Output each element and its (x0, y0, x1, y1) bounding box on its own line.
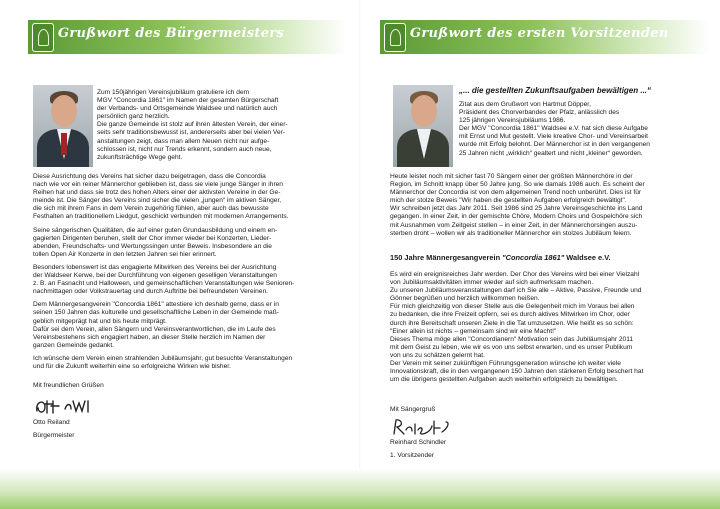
right-page (360, 0, 720, 509)
right-body-2-line: "Einer allein ist nichts – gemeinsam sind wir eine Macht!" (390, 327, 557, 335)
right-body-1-line: sterben droht – wollen wir als traditioneller Männerchor ein stolzes Jubiläum feiern. (390, 229, 632, 237)
left-body-line: z. B. an Fasnacht und Halloween, und gemeinschaftlichen Veranstaltungen wie Senioren- (33, 280, 295, 288)
right-intro-line: 125 jährigen Vereinsjubiläums 1986. (459, 117, 566, 125)
left-body-paragraph (33, 264, 338, 296)
left-title-banner (28, 20, 346, 54)
right-intro-line: 25 Jahren nicht „wirklich“ gealtert und nicht „kleiner“ geworden. (459, 149, 643, 157)
left-body-line: und für die Zukunft weiterhin eine so erfolgreiche Wirken wie bisher. (33, 362, 231, 370)
right-intro-line: Der MGV "Concordia 1861" Waldsee e.V. hat sich diese Aufgabe (459, 125, 648, 133)
chairman-photo (393, 85, 453, 167)
left-body-paragraph (33, 173, 338, 222)
right-body-2-line: Es wird ein ereignisreiches Jahr werden. Der Chor des Vereins wird bei einer Vielzahl (390, 271, 640, 278)
right-body-text-1 (390, 173, 708, 238)
right-body-1-line: mit Ausnahmen vom Zeitgeist stellen – in einer Zeit, in der Männerchorsingen auszu- (390, 221, 638, 229)
right-body-1-line: Region, im Schnitt knapp über 50 Jahre jung. So wie damals 1986 auch. Es scheint der (390, 181, 645, 189)
right-body-2-line: Zu unseren Jubiläumsveranstaltungen darf ich Sie alle – Aktive, Passive, Freunde und (390, 287, 642, 295)
left-body-line: Reihen hat und dass sie trotz des hohen Alters einer der aktivsten Vereine in der Ge- (33, 189, 281, 197)
right-title-banner (380, 20, 710, 54)
right-body-2-line: Gönner begrüßen und herzlich willkommen heißen. (390, 295, 540, 303)
mayor-photo (33, 85, 93, 167)
right-signer (390, 439, 590, 465)
mayor-name: Otto Reiland (33, 419, 70, 426)
left-body-paragraph (33, 355, 338, 371)
chairman-title: 1. Vorsitzender (390, 452, 434, 460)
left-intro-line: seits sehr traditionsbewusst ist, andererseits aber bei vielen Ver- (97, 129, 286, 137)
subhead-name: "Concordia 1861" (502, 253, 565, 262)
right-body-2-line: Innovationskraft, die in den vergangenen 150 Jahren den stärkeren Erfolg beschert hat (390, 368, 644, 376)
right-body-2-line: von uns zu schätzen gelernt hat. (390, 351, 485, 359)
chairman-signature (390, 416, 454, 438)
right-subheading (390, 254, 708, 267)
left-body-line: Seine sängerischen Qualitäten, die auf einer guten Grundausbildung und einem en- (33, 226, 278, 234)
right-body-1-line: gegangen. In einer Zeit, in der gemischte Chöre, Modern Choirs und Gospelchöre sich (390, 213, 643, 221)
left-body-line: der Waldseer Kerwe, bei der Durchführung von eigenen geselligen Veranstaltungen (33, 272, 277, 280)
right-body-2-line: Dieses Thema möge allen "Concordianern" Motivation sein das Jubiläumsjahr 2011 (390, 335, 634, 343)
quote-heading: „... die gestellten Zukunftsaufgaben bewältigen ...“ (459, 86, 652, 95)
left-body-paragraph (33, 301, 338, 350)
right-intro-line: wurde mit Erfolg belohnt. Der Männerchor ist in den vergangenen (459, 141, 650, 149)
right-body-1-line: mich der stolze Beweis "Wir haben die gestellten Aufgaben erfolgreich bewältigt". (390, 197, 627, 205)
subhead-suffix: Waldsee e.V. (566, 253, 611, 262)
left-body-line: die sich mit ihrem Fans in dem Verein zugehörig fühlen, aber auch das bewusste (33, 205, 269, 213)
left-closing-text: Mit freundlichen Grüßen (33, 382, 104, 389)
left-intro-line: anstaltungen zeigt, dass man allem Neuen nicht nur aufge- (97, 137, 270, 145)
left-body-line: Dem Männergesangverein "Concordia 1861" attestiere ich deshalb gerne, dass er in (33, 301, 279, 309)
right-body-1-line: Heute leistet noch mit sicher fast 70 Sängern einer der größten Männerchöre in der (390, 173, 633, 180)
right-intro-block (459, 86, 699, 158)
left-body-line: meinde ist. Die Sänger des Vereins sind sicher die vielen „jungen“ im aktiven Sänger, (33, 197, 282, 205)
left-body-line: tollen Open Air Konzerte in den letzten Jahren sei hier erinnert. (33, 250, 217, 258)
left-body-line: nachmittagen oder Volkstrauertag und durch Auftritte bei befreundeten Vereinen. (33, 288, 268, 296)
right-body-2-line: um die übrigens gestellten Aufgaben auch weiterhin erfolgreich zu bewältigen. (390, 376, 618, 384)
left-intro-line: MGV "Concordia 1861" im Namen der gesamten Bürgerschaft (97, 97, 279, 105)
left-body-line: Diese Ausrichtung des Vereins hat sicher dazu beigetragen, dass die Concordia (33, 173, 266, 180)
left-intro-line: der Verbands- und Ortsgemeinde Waldsee und natürlich auch (97, 105, 278, 113)
left-body-line: seinen 150 Jahren das kulturelle und gesellschaftliche Leben in der Gemeinde maß- (33, 309, 279, 317)
right-intro-text (459, 101, 699, 158)
lyre-emblem-icon (32, 23, 54, 52)
left-body-line: Ich wünsche dem Verein einen strahlenden Jubiläumsjahr, gut besuchte Veranstaltungen (33, 354, 293, 362)
left-body-line: Besonders lobenswert ist das engagierte Mitwirken des Vereins bei der Ausrichtung (33, 263, 277, 271)
right-body-text-2 (390, 271, 708, 384)
right-page-title: Grußwort des ersten Vorsitzenden (410, 26, 669, 41)
left-intro-line: persönlich ganz herzlich. (97, 113, 170, 121)
left-body-line: Dafür sei dem Verein, allen Sängern und Vereinsverantwortlichen, die im Laufe des (33, 325, 276, 333)
right-body-1-line: Wir schreiben jetzt das Jahr 2011. Seit 1986 sind 25 Jahre Vereinsgeschichte ins Land (390, 205, 643, 213)
lyre-emblem-icon (384, 23, 406, 52)
right-body-2-line: durch ihre Bereitschaft unseren Ziele in die Tat umzusetzen. Wie heißt es so schön: (390, 319, 634, 327)
left-page-title: Grußwort des Bürgermeisters (58, 26, 285, 41)
right-body-2-line: Für mich gleichzeitig von dieser Stelle aus die Gelegenheit mich im Voraus bei allen (390, 303, 635, 311)
left-body-text (33, 173, 338, 376)
right-intro-line: Präsident des Chorverbandes der Pfalz, anlässlich des (459, 109, 620, 117)
right-body-2-line: von Jubiläumsaktivitäten immer wieder auf sich aufmerksam machen. (390, 279, 594, 287)
right-intro-line: mit Ernst und Mut gestellt. Viele kreative Chor- und Vereinsarbeit (459, 133, 648, 141)
left-intro-line: schlossen ist, nicht nur Trends erkennt, sondern auch neue, (97, 145, 272, 153)
left-body-line: nach wie vor ein reiner Männerchor geblieben ist, dass sie viele junge Sänger in ihren (33, 181, 283, 189)
chairman-name: Reinhard Schindler (390, 439, 447, 446)
left-body-line: geblich mitgeprägt hat und bis heute mitprägt. (33, 317, 167, 325)
subhead-prefix: 150 Jahre Männergesangverein (390, 253, 501, 262)
bottom-gradient-bar (0, 469, 720, 509)
left-body-line: abenden, Freundschafts- und Wertungssingen unter Beweis. Insbesondere an die (33, 242, 272, 250)
page-fold (359, 0, 361, 509)
left-signer (33, 419, 233, 445)
left-intro-line: zukunftsträchtige Wege geht. (97, 153, 183, 161)
right-intro-line: Zitat aus dem Grußwort von Hartmut Döpper, (459, 101, 591, 108)
left-body-line: ganzen Gemeinde gedankt. (33, 341, 115, 349)
right-body-2-line: mit dem Geist zu leben, wie wir es von uns selbst erwarten, und es unser Publikum (390, 343, 633, 351)
right-body-2-line: zu bedanken, die ihre Freizeit opfern, sei es durch aktives Mitwirken im Chor, oder (390, 311, 630, 319)
right-body-2-line: Der Verein mit seiner zukünftigen Führungsgeneration wünsche ich weiter viele (390, 360, 621, 368)
left-intro-line: Die ganze Gemeinde ist stolz auf ihren ältesten Verein, der einer- (97, 121, 288, 129)
left-body-line: Vereinsbestehens sich engagiert haben, an dieser Stelle herzlich im Namen der (33, 333, 266, 341)
left-closing (33, 382, 233, 395)
left-body-paragraph (33, 227, 338, 259)
left-body-line: Festhalten an traditionellem Liedgut, geschickt verbunden mit modernen Arrangements. (33, 213, 289, 221)
left-intro-text (97, 89, 327, 162)
left-intro-line: Zum 150jährigen Vereinsjubiläum gratuliere ich dem (97, 89, 250, 96)
mayor-title: Bürgermeister (33, 432, 75, 440)
right-closing-text: Mit Sängergruß (390, 406, 436, 413)
left-body-line: gagierten Dirigenten beruhen, stellt der Chor immer wieder bei Konzerten, Lieder- (33, 234, 272, 242)
right-body-1-line: Männerchor der Concordia ist von dem allgemeinen Trend noch unberührt. Dies ist für (390, 189, 642, 197)
mayor-signature (33, 395, 97, 417)
